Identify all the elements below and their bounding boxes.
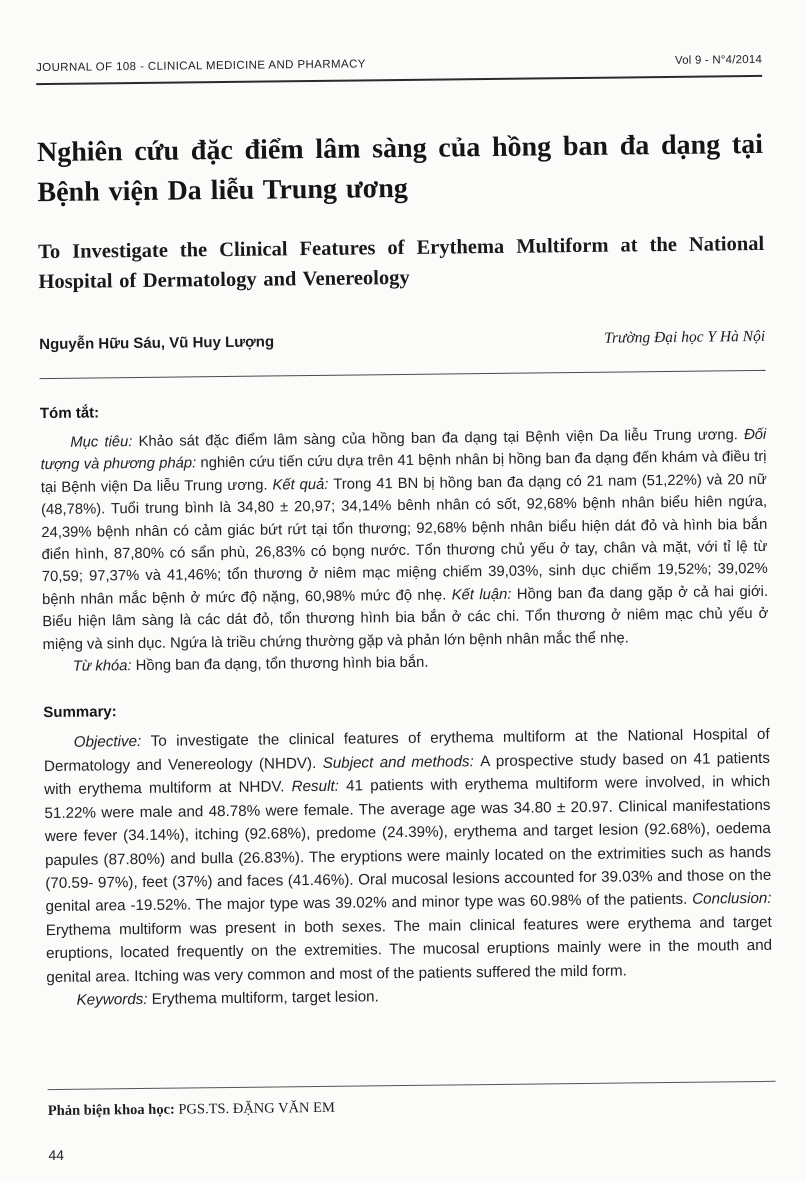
journal-title: JOURNAL OF 108 - CLINICAL MEDICINE AND PHARMACY <box>35 58 366 75</box>
affiliation: Trường Đại học Y Hà Nội <box>604 327 766 347</box>
byline <box>39 328 765 354</box>
summary-keywords: Keywords: Erythema multiform, target lesion. <box>76 988 379 1009</box>
header-divider <box>36 75 762 85</box>
page-header <box>36 54 762 74</box>
byline-divider <box>40 370 766 379</box>
summary-section <box>43 696 772 1012</box>
abstract-paragraph: Mục tiêu: Khảo sát đặc điểm lâm sàng của hồng ban đa dạng tại Bệnh viện Da liễu Trung ương. Đối tượng và phương pháp: nghiên cứu tiến cứu dựa trên 41 bệnh nhân bị hồng ban đa dạng đến khám và điều trị tại Bệnh viện Da liễu Trung ương. Kết quả: Trong 41 BN bị hồng ban đa dạng có 21 nam (51,22%) và 20 nữ (48,78%). Tuổi trung bình là 34,80 ± 20,97; 34,14% bênh nhân có sốt, 92,68% bệnh nhân biểu hiên ngứa, 24,39% bệnh nhân có cảm giác bứt rứt tại tổn thương; 92,68% bệnh nhân biểu hiện dát đỏ và hình bia bắn điển hình, 87,80% có sẩn phù, 26,83% có bọng nước. Tổn thương chủ yếu ở tay, chân và mặt, với tỉ lệ từ 70,59; 97,37% và 41,46%; tổn thương ở niêm mạc miệng chiếm 39,03%, sinh dục chiếm 19,52%; 39,02% bệnh nhân mắc bệnh ở mức độ nặng, 60,98% mức độ nhẹ. Kết luận: Hồng ban đa dang gặp ở cả hai giới. Biểu hiện lâm sàng là các dát đỏ, tổn thương hình bia bắn ở các chi. Tổn thương ở niêm mạc chủ yếu ở miệng và sinh dục. Ngứa là triều chứng thường gặp và phản lớn bệnh nhân mắc thể nhẹ. <box>40 426 769 653</box>
page-number: 44 <box>48 1146 65 1164</box>
footer-divider <box>48 1081 776 1090</box>
authors: Nguyễn Hữu Sáu, Vũ Huy Lượng <box>39 333 275 354</box>
page-footer <box>48 1081 777 1163</box>
summary-heading: Summary: <box>43 703 117 722</box>
abstract-section <box>40 397 769 679</box>
issue-info: Vol 9 - N°4/2014 <box>674 53 763 67</box>
article-title-english: To Investigate the Clinical Features of Erythema Multiform at the National Hospital of Dermatology and Venereology <box>38 232 765 294</box>
scientific-review: Phản biện khoa học: PGS.TS. ĐẶNG VĂN EM <box>47 1099 335 1120</box>
summary-paragraph: Objective: To investigate the clinical features of erythema multiform at the National Hospital of Dermatology and Venereology (NHDV). Subject and methods: A prospective study based on 41 patients with erythema multiform at NHDV. Result: 41 patients with erythema multiform were involved, in which 51.22% were male and 48.78% were female. The average age was 34.80 ± 20.97. Clinical manifestations were fever (34.14%), itching (92.68%), predome (24.39%), erythema and target lesion (92.68%), oedema papules (87.80%) and bulla (26.83%). The eryptions were mainly located on the extrimities such as hands (70.59- 97%), feet (37%) and faces (41.46%). Oral mucosal lesions accounted for 39.03% and those on the genital area -19.52%. The major type was 39.02% and minor type was 60.98% of the patients. Conclusion: Erythema multiform was present in both sexes. The main clinical features were erythema and target eruptions, located frequently on the extremities. The mucosal eruptions mainly were in the mouth and genital area. Itching was very common and most of the patients suffered the mild form. <box>43 726 773 986</box>
abstract-heading: Tóm tắt: <box>39 404 100 423</box>
article-title-vietnamese: Nghiên cứu đặc điểm lâm sàng của hồng ban đa dạng tại Bệnh viện Da liễu Trung ương <box>36 128 764 208</box>
abstract-keywords: Từ khóa: Hồng ban đa dạng, tổn thương hình bia bắn. <box>72 654 429 675</box>
